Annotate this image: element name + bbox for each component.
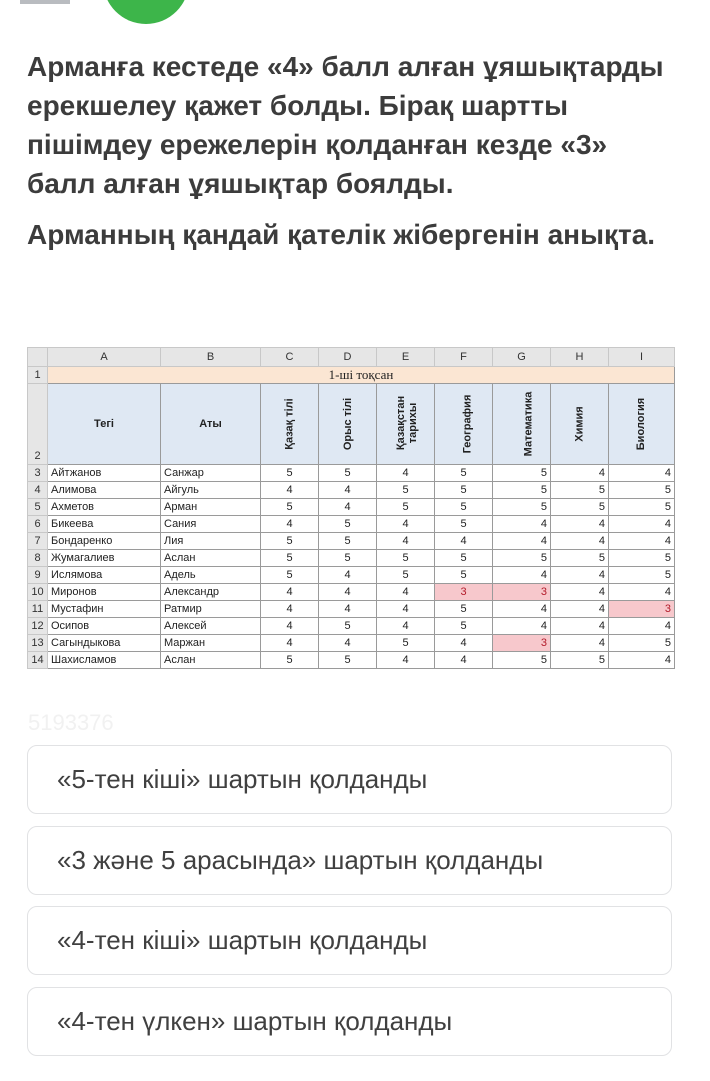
score-cell: 5 xyxy=(261,533,319,550)
name-cell: Санжар xyxy=(161,465,261,482)
score-cell: 4 xyxy=(377,601,435,618)
watermark: 5193376 xyxy=(28,710,114,735)
score-cell: 5 xyxy=(435,499,493,516)
answer-option-1[interactable]: «5-тен кіші» шартын қолданды xyxy=(27,745,672,814)
question-line-2: Арманның қандай қателік жібергенін анықта. xyxy=(27,219,656,250)
score-cell: 5 xyxy=(435,516,493,533)
question-line-1: Арманға кестеде «4» балл алған ұяшықтарды ерекшелеу қажет болды. Бірақ шартты пішімдеу ережелерін қолданған кезде «3» балл алған ұяшықтар боялды. xyxy=(27,51,664,199)
row-number: 4 xyxy=(28,482,48,499)
score-cell: 4 xyxy=(493,601,551,618)
subject-header-label: Химия xyxy=(573,406,586,442)
subject-header-label: География xyxy=(461,394,474,454)
score-cell: 3 xyxy=(493,635,551,652)
row-number: 9 xyxy=(28,567,48,584)
score-cell: 4 xyxy=(609,618,675,635)
table-row xyxy=(28,584,675,601)
subject-header-label: Биология xyxy=(635,397,648,451)
score-cell: 5 xyxy=(319,652,377,669)
surname-cell: Осипов xyxy=(48,618,161,635)
table-row xyxy=(28,516,675,533)
subject-header-label: Математика xyxy=(522,391,535,457)
name-cell: Александр xyxy=(161,584,261,601)
table-row xyxy=(28,499,675,516)
score-cell: 4 xyxy=(319,601,377,618)
score-cell: 5 xyxy=(551,499,609,516)
score-cell: 5 xyxy=(551,482,609,499)
score-cell: 5 xyxy=(261,499,319,516)
title-row xyxy=(28,367,675,384)
score-cell: 5 xyxy=(609,635,675,652)
surname-cell: Алимова xyxy=(48,482,161,499)
score-cell: 4 xyxy=(435,533,493,550)
score-cell: 4 xyxy=(261,635,319,652)
table-row xyxy=(28,635,675,652)
score-cell: 5 xyxy=(435,567,493,584)
score-cell: 4 xyxy=(261,516,319,533)
name-cell: Аслан xyxy=(161,652,261,669)
score-cell: 4 xyxy=(493,618,551,635)
score-cell: 5 xyxy=(435,550,493,567)
header-cell xyxy=(493,384,551,465)
score-cell: 3 xyxy=(435,584,493,601)
row-number: 11 xyxy=(28,601,48,618)
score-cell: 4 xyxy=(551,567,609,584)
score-cell: 4 xyxy=(377,465,435,482)
row-number: 1 xyxy=(28,367,48,384)
header-cell xyxy=(319,384,377,465)
score-cell: 5 xyxy=(609,499,675,516)
score-cell: 3 xyxy=(609,601,675,618)
name-cell: Ратмир xyxy=(161,601,261,618)
grades-table xyxy=(27,347,675,669)
row-number: 10 xyxy=(28,584,48,601)
score-cell: 4 xyxy=(551,465,609,482)
score-cell: 4 xyxy=(319,482,377,499)
score-cell: 5 xyxy=(493,652,551,669)
header-cell xyxy=(551,384,609,465)
score-cell: 4 xyxy=(551,601,609,618)
surname-cell: Ахметов xyxy=(48,499,161,516)
score-cell: 5 xyxy=(435,618,493,635)
score-cell: 5 xyxy=(261,567,319,584)
table-row xyxy=(28,601,675,618)
score-cell: 5 xyxy=(319,533,377,550)
answer-option-2[interactable]: «3 және 5 арасында» шартын қолданды xyxy=(27,826,672,895)
table-row xyxy=(28,550,675,567)
name-cell: Сания xyxy=(161,516,261,533)
name-cell: Адель xyxy=(161,567,261,584)
score-cell: 5 xyxy=(435,601,493,618)
table-row xyxy=(28,652,675,669)
row-number: 8 xyxy=(28,550,48,567)
score-cell: 5 xyxy=(551,652,609,669)
header-cell: Тегі xyxy=(48,384,161,465)
score-cell: 5 xyxy=(261,550,319,567)
score-cell: 4 xyxy=(493,567,551,584)
surname-cell: Жумагалиев xyxy=(48,550,161,567)
row-number: 6 xyxy=(28,516,48,533)
surname-cell: Ислямова xyxy=(48,567,161,584)
answer-option-3[interactable]: «4-тен кіші» шартын қолданды xyxy=(27,906,672,975)
score-cell: 4 xyxy=(493,533,551,550)
table-row xyxy=(28,482,675,499)
score-cell: 4 xyxy=(551,516,609,533)
name-cell: Арман xyxy=(161,499,261,516)
table-row xyxy=(28,567,675,584)
header-cell xyxy=(435,384,493,465)
score-cell: 5 xyxy=(377,550,435,567)
sheet-corner xyxy=(28,348,48,367)
surname-cell: Айтжанов xyxy=(48,465,161,482)
surname-cell: Сагындыкова xyxy=(48,635,161,652)
column-header: F xyxy=(435,348,493,367)
score-cell: 5 xyxy=(435,465,493,482)
score-cell: 5 xyxy=(377,635,435,652)
score-cell: 4 xyxy=(261,482,319,499)
score-cell: 4 xyxy=(377,584,435,601)
name-cell: Маржан xyxy=(161,635,261,652)
table-row xyxy=(28,618,675,635)
score-cell: 5 xyxy=(493,499,551,516)
row-number: 5 xyxy=(28,499,48,516)
subject-header-label: Қазақ тілі xyxy=(283,398,296,450)
column-header: B xyxy=(161,348,261,367)
surname-cell: Шахисламов xyxy=(48,652,161,669)
score-cell: 5 xyxy=(261,465,319,482)
score-cell: 5 xyxy=(493,465,551,482)
score-cell: 4 xyxy=(377,516,435,533)
row-number: 2 xyxy=(28,384,48,465)
score-cell: 4 xyxy=(261,584,319,601)
score-cell: 4 xyxy=(261,618,319,635)
subject-header-row xyxy=(28,384,675,465)
surname-cell: Мустафин xyxy=(48,601,161,618)
score-cell: 5 xyxy=(609,482,675,499)
score-cell: 4 xyxy=(609,465,675,482)
score-cell: 5 xyxy=(609,550,675,567)
score-cell: 4 xyxy=(551,584,609,601)
score-cell: 4 xyxy=(377,652,435,669)
status-circle-icon xyxy=(103,0,189,24)
score-cell: 5 xyxy=(377,482,435,499)
surname-cell: Бикеева xyxy=(48,516,161,533)
column-header: A xyxy=(48,348,161,367)
score-cell: 4 xyxy=(261,601,319,618)
header-cell xyxy=(377,384,435,465)
subject-header-label: Орыс тілі xyxy=(342,397,355,451)
score-cell: 4 xyxy=(609,652,675,669)
surname-cell: Бондаренко xyxy=(48,533,161,550)
column-header: I xyxy=(609,348,675,367)
score-cell: 4 xyxy=(435,652,493,669)
question-text xyxy=(27,47,677,254)
table-row xyxy=(28,533,675,550)
name-cell: Аслан xyxy=(161,550,261,567)
row-number: 7 xyxy=(28,533,48,550)
column-header: G xyxy=(493,348,551,367)
score-cell: 5 xyxy=(493,550,551,567)
top-progress-bar xyxy=(20,0,70,4)
row-number: 13 xyxy=(28,635,48,652)
score-cell: 4 xyxy=(319,499,377,516)
surname-cell: Миронов xyxy=(48,584,161,601)
score-cell: 5 xyxy=(319,516,377,533)
score-cell: 4 xyxy=(493,516,551,533)
score-cell: 4 xyxy=(551,533,609,550)
score-cell: 5 xyxy=(261,652,319,669)
column-header: E xyxy=(377,348,435,367)
score-cell: 5 xyxy=(377,499,435,516)
score-cell: 5 xyxy=(435,482,493,499)
header-cell xyxy=(261,384,319,465)
score-cell: 4 xyxy=(377,618,435,635)
row-number: 14 xyxy=(28,652,48,669)
name-cell: Айгуль xyxy=(161,482,261,499)
score-cell: 4 xyxy=(609,533,675,550)
score-cell: 5 xyxy=(377,567,435,584)
score-cell: 5 xyxy=(493,482,551,499)
score-cell: 5 xyxy=(551,550,609,567)
answer-option-4[interactable]: «4-тен үлкен» шартын қолданды xyxy=(27,987,672,1056)
column-header: D xyxy=(319,348,377,367)
column-header-row xyxy=(28,348,675,367)
name-cell: Лия xyxy=(161,533,261,550)
score-cell: 4 xyxy=(609,584,675,601)
score-cell: 5 xyxy=(319,550,377,567)
score-cell: 5 xyxy=(319,618,377,635)
row-number: 3 xyxy=(28,465,48,482)
score-cell: 3 xyxy=(493,584,551,601)
column-header: C xyxy=(261,348,319,367)
score-cell: 4 xyxy=(609,516,675,533)
score-cell: 4 xyxy=(377,533,435,550)
score-cell: 5 xyxy=(609,567,675,584)
spreadsheet-image xyxy=(27,347,674,705)
score-cell: 4 xyxy=(551,618,609,635)
score-cell: 5 xyxy=(319,465,377,482)
name-cell: Алексей xyxy=(161,618,261,635)
table-title: 1-ші тоқсан xyxy=(48,367,675,384)
row-number: 12 xyxy=(28,618,48,635)
header-cell: Аты xyxy=(161,384,261,465)
subject-header-label: Қазақстан тарихы xyxy=(395,395,420,451)
header-cell xyxy=(609,384,675,465)
score-cell: 4 xyxy=(319,584,377,601)
score-cell: 4 xyxy=(319,567,377,584)
score-cell: 4 xyxy=(551,635,609,652)
score-cell: 4 xyxy=(319,635,377,652)
score-cell: 4 xyxy=(435,635,493,652)
column-header: H xyxy=(551,348,609,367)
table-row xyxy=(28,465,675,482)
